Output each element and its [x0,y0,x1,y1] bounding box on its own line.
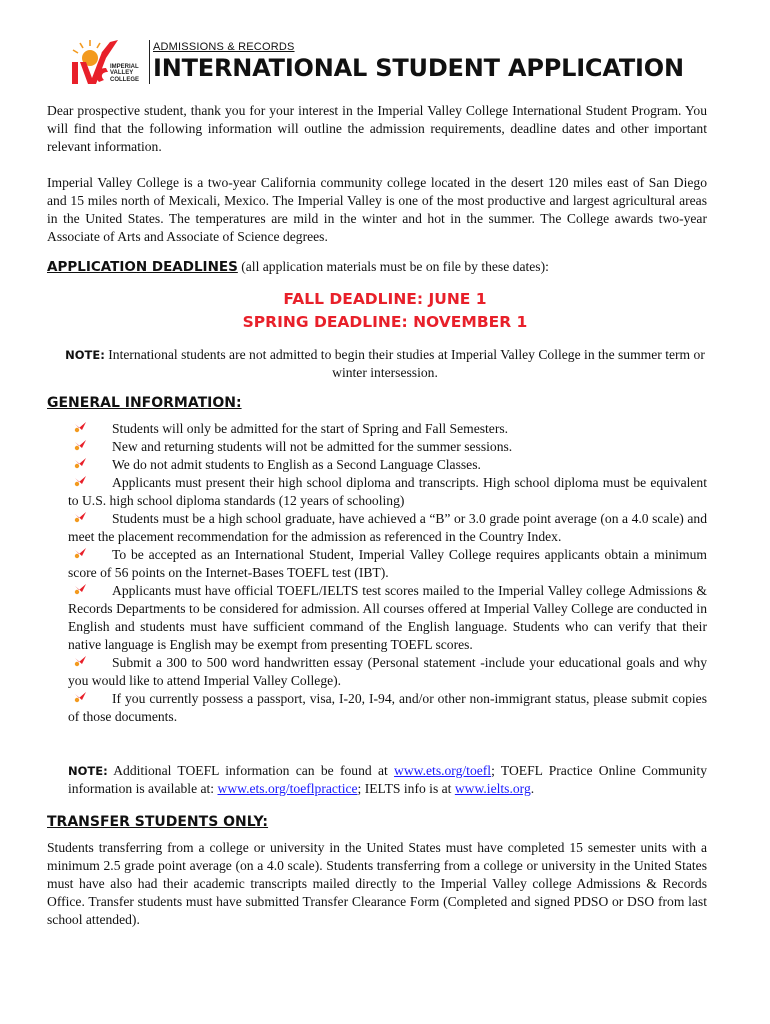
department-label: ADMISSIONS & RECORDS [153,41,295,53]
deadlines-subtext: (all application materials must be on file by these dates): [237,259,549,274]
list-item: We do not admit students to English as a Second Language Classes. [47,456,707,474]
note-label: NOTE: [65,348,105,362]
list-item: To be accepted as an International Student, Imperial Valley College requires applicants obtain a minimum score of 56 points on the Internet-Bases TOEFL test (IBT). [68,547,707,580]
toefl-note-label: NOTE: [68,764,108,778]
college-logo [66,38,148,88]
transfer-heading-line [47,813,707,831]
deadlines-line [47,258,707,276]
bullet-icon [68,584,112,596]
list-item: Students will only be admitted for the start of Spring and Fall Semesters. [47,420,707,438]
general-info-list [47,420,707,726]
bullet-icon [68,692,112,704]
bullet-icon [68,458,112,470]
bullet-icon [68,548,112,560]
general-heading-line [47,394,707,412]
link-ielts[interactable]: www.ielts.org [454,781,531,796]
intro-paragraph-1: Dear prospective student, thank you for your interest in the Imperial Valley College International Student Program. You will find that the following information will outline the admission requirements, deadline dates and other important relevant information. [47,103,707,154]
transfer-paragraph: Students transferring from a college or university in the United States must have completed 15 semester units with a minimum 2.5 grade point average (on a 4.0 scale). Students transferring from a college or university in the United States must have also had their academic transcripts mailed directly to the Imperial Valley college Admissions & Records Office. Transfer students must have submitted Transfer Clearance Form (Completed and signed PDSO or DSO from last school attended). [47,840,707,927]
link-toefl-practice[interactable]: www.ets.org/toeflpractice [217,781,358,796]
bullet-icon [68,422,112,434]
deadline-note [60,346,710,382]
link-ets-toefl[interactable]: www.ets.org/toefl [394,763,492,778]
page-title: INTERNATIONAL STUDENT APPLICATION [153,54,684,82]
spring-deadline: SPRING DEADLINE: NOVEMBER 1 [242,313,528,331]
list-item: If you currently possess a passport, visa, I-20, I-94, and/or other non-immigrant status, please submit copies of those documents. [68,691,707,724]
transfer-heading: TRANSFER STUDENTS ONLY: [47,814,269,830]
fall-deadline: FALL DEADLINE: JUNE 1 [283,290,487,308]
bullet-icon [68,656,112,668]
header-divider [149,40,150,84]
list-item: New and returning students will not be admitted for the summer sessions. [47,438,707,456]
list-item: Submit a 300 to 500 word handwritten essay (Personal statement -include your educational goals and why you would like to attend Imperial Valley College). [68,655,707,688]
intro-paragraph-2: Imperial Valley College is a two-year California community college located in the desert 120 miles east of San Diego and 15 miles north of Mexicali, Mexico. The Imperial Valley is one of the most productive and largest agricultural areas in the United States. The temperatures are mild in the winter and hot in the summer. The College awards two-year Associate of Arts and Associate of Science degrees. [47,175,707,244]
deadlines-heading: APPLICATION DEADLINES [47,259,238,275]
note-text: International students are not admitted to begin their studies at Imperial Valley College in the summer term or winter intersession. [104,347,705,380]
bullet-icon [68,440,112,452]
list-item: Students must be a high school graduate, have achieved a “B” or 3.0 grade point average (on a 4.0 scale) and meet the placement recommendation for the admission as referenced in the Country Index. [68,511,707,544]
toefl-note: NOTE: Additional TOEFL information can be found at www.ets.org/toefl; TOEFL Practice Online Community information is available at: www.ets.org/toeflpractice; IELTS info is at www.ielts.org. [68,763,707,796]
logo-wordmark: IMPERIAL VALLEY COLLEGE [110,64,140,83]
bullet-icon [68,476,112,488]
general-heading: GENERAL INFORMATION: [47,395,242,411]
list-item: Applicants must present their high school diploma and transcripts. High school diploma must be equivalent to U.S. high school diploma standards (12 years of schooling) [68,475,707,508]
list-item: Applicants must have official TOEFL/IELTS test scores mailed to the Imperial Valley college Admissions & Records Departments to be considered for admission. All courses offered at Imperial Valley College are conducted in English and students must have sufficient command of the English language. Students who can verify that their native language is English may be exempt from presenting TOEFL scores. [68,583,707,652]
bullet-icon [68,512,112,524]
